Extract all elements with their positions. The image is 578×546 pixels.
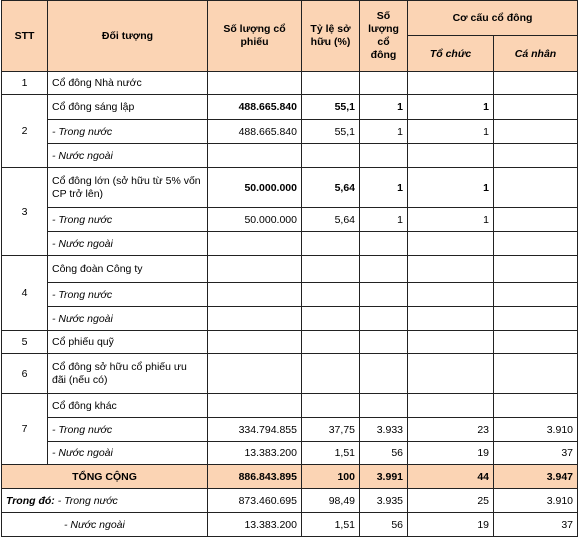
cell-doi-tuong: Cổ đông lớn (sở hữu từ 5% vốn CP trở lên)	[48, 168, 208, 208]
cell-ind	[494, 331, 578, 354]
cell-count	[360, 144, 408, 168]
cell-org: 1	[408, 120, 494, 144]
cell-shares	[208, 307, 302, 331]
cell-count: 1	[360, 208, 408, 232]
cell-shares	[208, 144, 302, 168]
cell-doi-tuong: - Trong nước	[48, 283, 208, 307]
total-ind: 3.947	[494, 465, 578, 489]
total-shares: 886.843.895	[208, 465, 302, 489]
cell-doi-tuong: Cổ đông khác	[48, 394, 208, 418]
cell-ind	[494, 168, 578, 208]
table-row	[2, 208, 578, 232]
cell-org: 23	[408, 418, 494, 442]
cell-doi-tuong: - Nước ngoài	[48, 232, 208, 256]
cell-shares	[208, 72, 302, 95]
cell-shares	[208, 394, 302, 418]
cell-shares: 13.383.200	[208, 442, 302, 465]
header-ca-nhan: Cá nhân	[494, 36, 578, 72]
cell-ind	[494, 394, 578, 418]
cell-org	[408, 283, 494, 307]
cell-org	[408, 72, 494, 95]
total-label: TỔNG CỘNG	[2, 465, 208, 489]
cell-pct	[302, 232, 360, 256]
cell-stt: 1	[2, 72, 48, 95]
breakdown-prefix: Trong đó:	[6, 494, 55, 507]
breakdown-domestic-pct: 98,49	[302, 489, 360, 513]
cell-org: 1	[408, 208, 494, 232]
cell-stt: 2	[2, 95, 48, 168]
cell-org	[408, 256, 494, 283]
cell-count: 1	[360, 168, 408, 208]
header-doi-tuong: Đối tượng	[48, 1, 208, 72]
breakdown-foreign-shares: 13.383.200	[208, 513, 302, 537]
cell-count	[360, 232, 408, 256]
cell-pct	[302, 256, 360, 283]
cell-doi-tuong: - Nước ngoài	[48, 307, 208, 331]
cell-org	[408, 394, 494, 418]
cell-shares	[208, 283, 302, 307]
cell-count	[360, 307, 408, 331]
cell-pct	[302, 331, 360, 354]
cell-org: 19	[408, 442, 494, 465]
total-count: 3.991	[360, 465, 408, 489]
cell-shares	[208, 331, 302, 354]
breakdown-foreign-count: 56	[360, 513, 408, 537]
cell-ind	[494, 120, 578, 144]
cell-ind	[494, 95, 578, 120]
cell-shares	[208, 354, 302, 394]
cell-ind: 37	[494, 442, 578, 465]
cell-pct	[302, 144, 360, 168]
cell-ind	[494, 232, 578, 256]
shareholder-structure-table	[1, 0, 578, 537]
cell-ind	[494, 256, 578, 283]
cell-shares	[208, 232, 302, 256]
header-so-luong-co-phieu: Số lượng cổ phiếu	[208, 1, 302, 72]
cell-stt: 3	[2, 168, 48, 256]
table-row	[2, 232, 578, 256]
cell-ind	[494, 283, 578, 307]
cell-org	[408, 331, 494, 354]
table-body	[2, 72, 578, 537]
table-row	[2, 72, 578, 95]
cell-doi-tuong: - Nước ngoài	[48, 442, 208, 465]
table-row	[2, 256, 578, 283]
breakdown-domestic-text: - Trong nước	[57, 494, 118, 507]
cell-count	[360, 256, 408, 283]
cell-doi-tuong: - Trong nước	[48, 120, 208, 144]
cell-shares	[208, 256, 302, 283]
cell-shares: 488.665.840	[208, 95, 302, 120]
cell-pct	[302, 283, 360, 307]
cell-ind: 3.910	[494, 418, 578, 442]
cell-count	[360, 283, 408, 307]
cell-count	[360, 394, 408, 418]
table-row	[2, 168, 578, 208]
cell-ind	[494, 307, 578, 331]
breakdown-domestic-ind: 3.910	[494, 489, 578, 513]
cell-doi-tuong: - Trong nước	[48, 208, 208, 232]
cell-pct: 55,1	[302, 95, 360, 120]
cell-count: 56	[360, 442, 408, 465]
breakdown-domestic-label	[2, 489, 208, 513]
header-stt: STT	[2, 1, 48, 72]
cell-org	[408, 144, 494, 168]
header-co-cau-co-dong: Cơ cấu cổ đông	[408, 1, 578, 36]
cell-doi-tuong: Cổ đông Nhà nước	[48, 72, 208, 95]
cell-shares: 50.000.000	[208, 208, 302, 232]
cell-count	[360, 354, 408, 394]
breakdown-foreign-label: - Nước ngoài	[2, 513, 208, 537]
cell-stt: 4	[2, 256, 48, 331]
cell-pct: 37,75	[302, 418, 360, 442]
cell-ind	[494, 72, 578, 95]
cell-doi-tuong: Cổ đông sở hữu cổ phiếu ưu đãi (nếu có)	[48, 354, 208, 394]
cell-org	[408, 232, 494, 256]
cell-pct	[302, 72, 360, 95]
header-to-chuc: Tổ chức	[408, 36, 494, 72]
header-ty-le-so-huu: Tỷ lệ sở hữu (%)	[302, 1, 360, 72]
cell-doi-tuong: Cổ đông sáng lập	[48, 95, 208, 120]
cell-stt: 6	[2, 354, 48, 394]
cell-org	[408, 307, 494, 331]
total-row	[2, 465, 578, 489]
total-org: 44	[408, 465, 494, 489]
cell-stt: 5	[2, 331, 48, 354]
cell-doi-tuong: Công đoàn Công ty	[48, 256, 208, 283]
breakdown-foreign-ind: 37	[494, 513, 578, 537]
cell-pct: 5,64	[302, 208, 360, 232]
table-row	[2, 307, 578, 331]
cell-doi-tuong: Cổ phiếu quỹ	[48, 331, 208, 354]
table-row	[2, 95, 578, 120]
breakdown-domestic-shares: 873.460.695	[208, 489, 302, 513]
cell-pct	[302, 394, 360, 418]
cell-pct: 5,64	[302, 168, 360, 208]
breakdown-domestic-org: 25	[408, 489, 494, 513]
cell-pct	[302, 307, 360, 331]
cell-pct: 55,1	[302, 120, 360, 144]
table-row	[2, 442, 578, 465]
table-row	[2, 418, 578, 442]
breakdown-foreign-org: 19	[408, 513, 494, 537]
cell-count: 1	[360, 95, 408, 120]
cell-count	[360, 72, 408, 95]
cell-pct	[302, 354, 360, 394]
cell-stt: 7	[2, 394, 48, 465]
table-row	[2, 331, 578, 354]
cell-count: 3.933	[360, 418, 408, 442]
cell-org: 1	[408, 168, 494, 208]
cell-shares: 488.665.840	[208, 120, 302, 144]
cell-count	[360, 331, 408, 354]
header-so-luong-co-dong: Số lượng cổ đông	[360, 1, 408, 72]
cell-pct: 1,51	[302, 442, 360, 465]
cell-count: 1	[360, 120, 408, 144]
table-row	[2, 354, 578, 394]
total-pct: 100	[302, 465, 360, 489]
table-row	[2, 120, 578, 144]
cell-ind	[494, 144, 578, 168]
cell-doi-tuong: - Trong nước	[48, 418, 208, 442]
header-row	[2, 1, 578, 36]
cell-ind	[494, 208, 578, 232]
cell-org	[408, 354, 494, 394]
cell-shares: 334.794.855	[208, 418, 302, 442]
cell-org: 1	[408, 95, 494, 120]
cell-doi-tuong: - Nước ngoài	[48, 144, 208, 168]
table-row	[2, 283, 578, 307]
breakdown-domestic-count: 3.935	[360, 489, 408, 513]
breakdown-foreign-pct: 1,51	[302, 513, 360, 537]
breakdown-row-domestic	[2, 489, 578, 513]
cell-shares: 50.000.000	[208, 168, 302, 208]
breakdown-row-foreign	[2, 513, 578, 537]
cell-ind	[494, 354, 578, 394]
table-row	[2, 144, 578, 168]
table-row	[2, 394, 578, 418]
